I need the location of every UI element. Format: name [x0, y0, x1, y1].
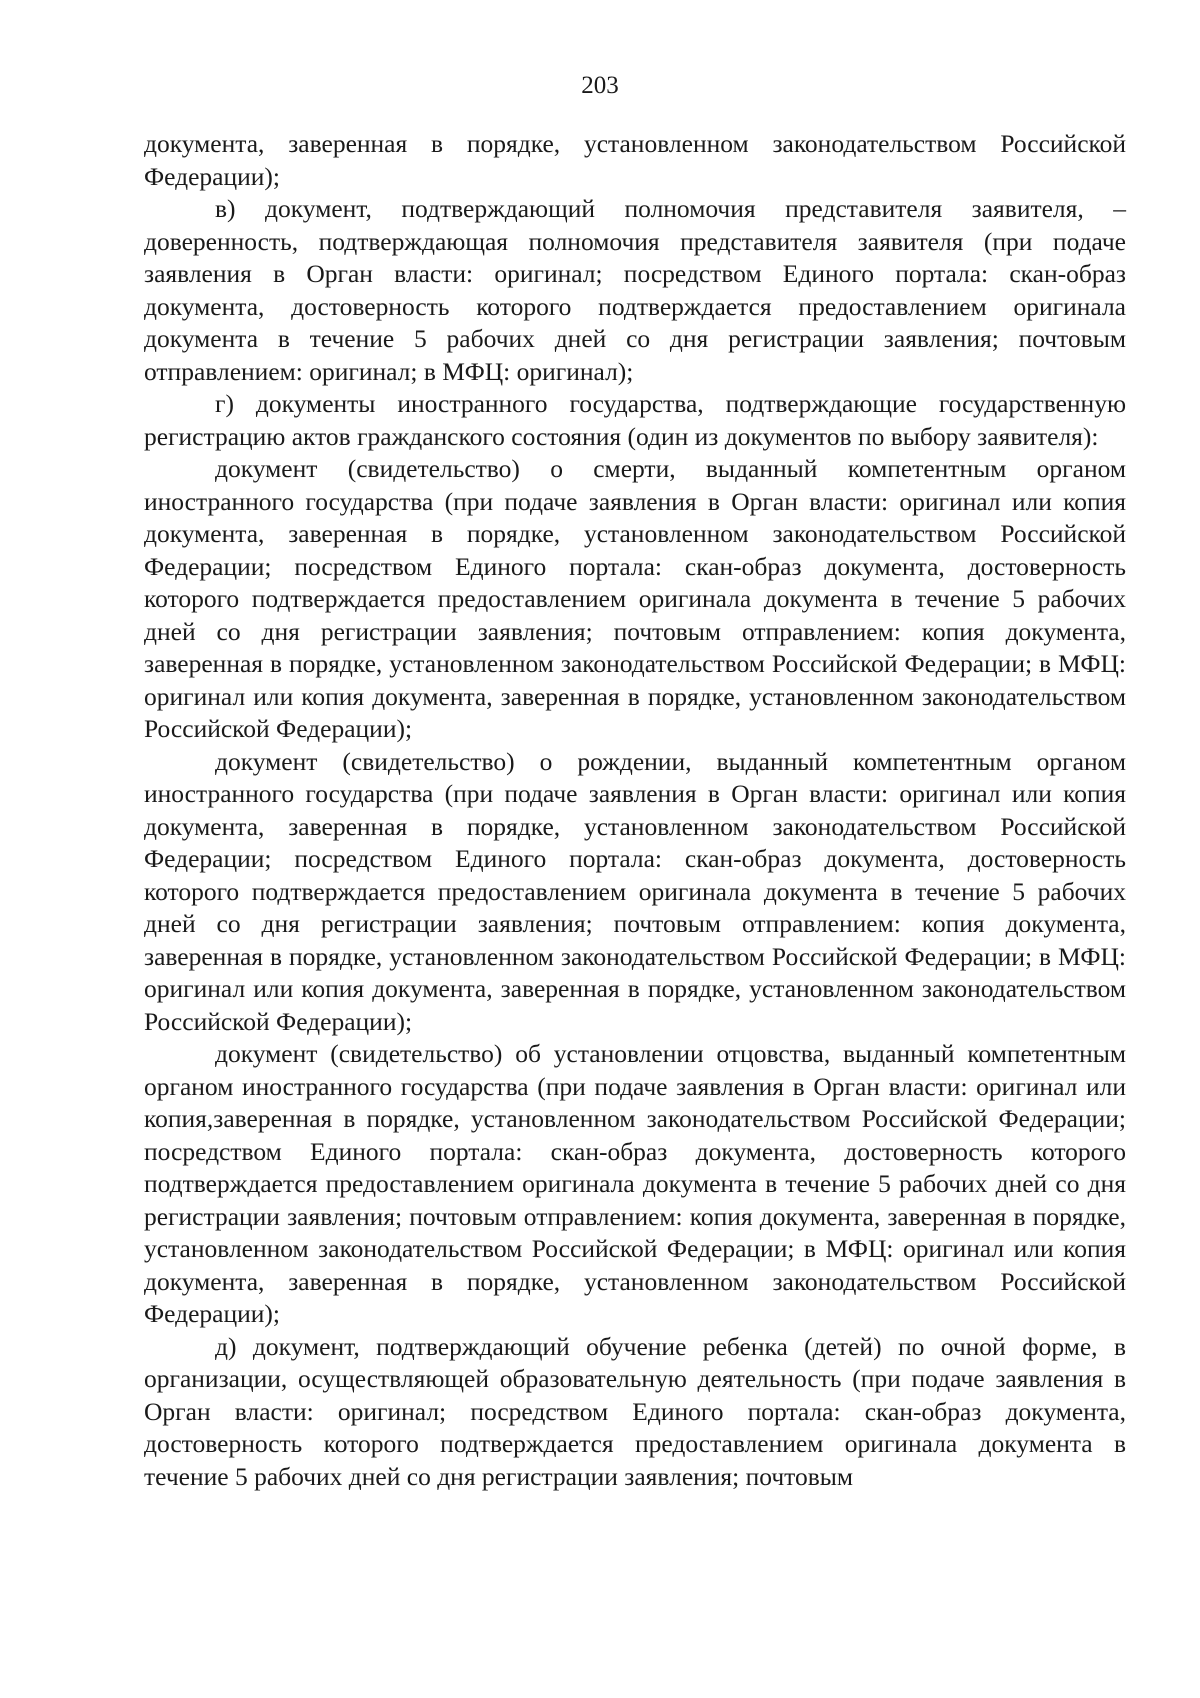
page-number: 203	[581, 72, 619, 99]
document-body	[144, 128, 1126, 1493]
paragraph-item-d: д) документ, подтверждающий обучение ребенка (детей) по очной форме, в организации, осуществляющей образовательную деятельность (при подаче заявления в Орган власти: оригинал; посредством Единого портала: скан-образ документа, достоверность которого подтверждается предоставлением оригинала документа в течение 5 рабочих дней со дня регистрации заявления; почтовым	[144, 1331, 1126, 1491]
paragraph-item-v: в) документ, подтверждающий полномочия представителя заявителя, – доверенность, подтверждающая полномочия представителя заявителя (при подаче заявления в Орган власти: оригинал; посредством Единого портала: скан-образ документа, достоверность которого подтверждается предоставлением оригинала документа в течение 5 рабочих дней со дня регистрации заявления; почтовым отправлением: оригинал; в МФЦ: оригинал);	[144, 194, 1126, 386]
paragraph-paternity-certificate: документ (свидетельство) об установлении отцовства, выданный компетентным органом иностранного государства (при подаче заявления в Орган власти: оригинал или копия,заверенная в порядке, установленном законодательством Российской Федерации; посредством Единого портала: скан-образ документа, достоверность которого подтверждается предоставлением оригинала документа в течение 5 рабочих дней со дня регистрации заявления; почтовым отправлением: копия документа, заверенная в порядке, установленном законодательством Российской Федерации; в МФЦ: оригинал или копия документа, заверенная в порядке, установленном законодательством Российской Федерации);	[144, 1039, 1126, 1328]
paragraph-continuation: документа, заверенная в порядке, установленном законодательством Российской Федерации);	[144, 129, 1126, 191]
paragraph-birth-certificate: документ (свидетельство) о рождении, выданный компетентным органом иностранного государства (при подаче заявления в Орган власти: оригинал или копия документа, заверенная в порядке, установленном законодательством Российской Федерации; посредством Единого портала: скан-образ документа, достоверность которого подтверждается предоставлением оригинала документа в течение 5 рабочих дней со дня регистрации заявления; почтовым отправлением: копия документа, заверенная в порядке, установленном законодательством Российской Федерации; в МФЦ: оригинал или копия документа, заверенная в порядке, установленном законодательством Российской Федерации);	[144, 746, 1126, 1036]
paragraph-item-g: г) документы иностранного государства, подтверждающие государственную регистрацию актов гражданского состояния (один из документов по выбору заявителя):	[144, 389, 1126, 451]
paragraph-death-certificate: документ (свидетельство) о смерти, выданный компетентным органом иностранного государства (при подаче заявления в Орган власти: оригинал или копия документа, заверенная в порядке, установленном законодательством Российской Федерации; посредством Единого портала: скан-образ документа, достоверность которого подтверждается предоставлением оригинала документа в течение 5 рабочих дней со дня регистрации заявления; почтовым отправлением: копия документа, заверенная в порядке, установленном законодательством Российской Федерации; в МФЦ: оригинал или копия документа, заверенная в порядке, установленном законодательством Российской Федерации);	[144, 454, 1126, 743]
